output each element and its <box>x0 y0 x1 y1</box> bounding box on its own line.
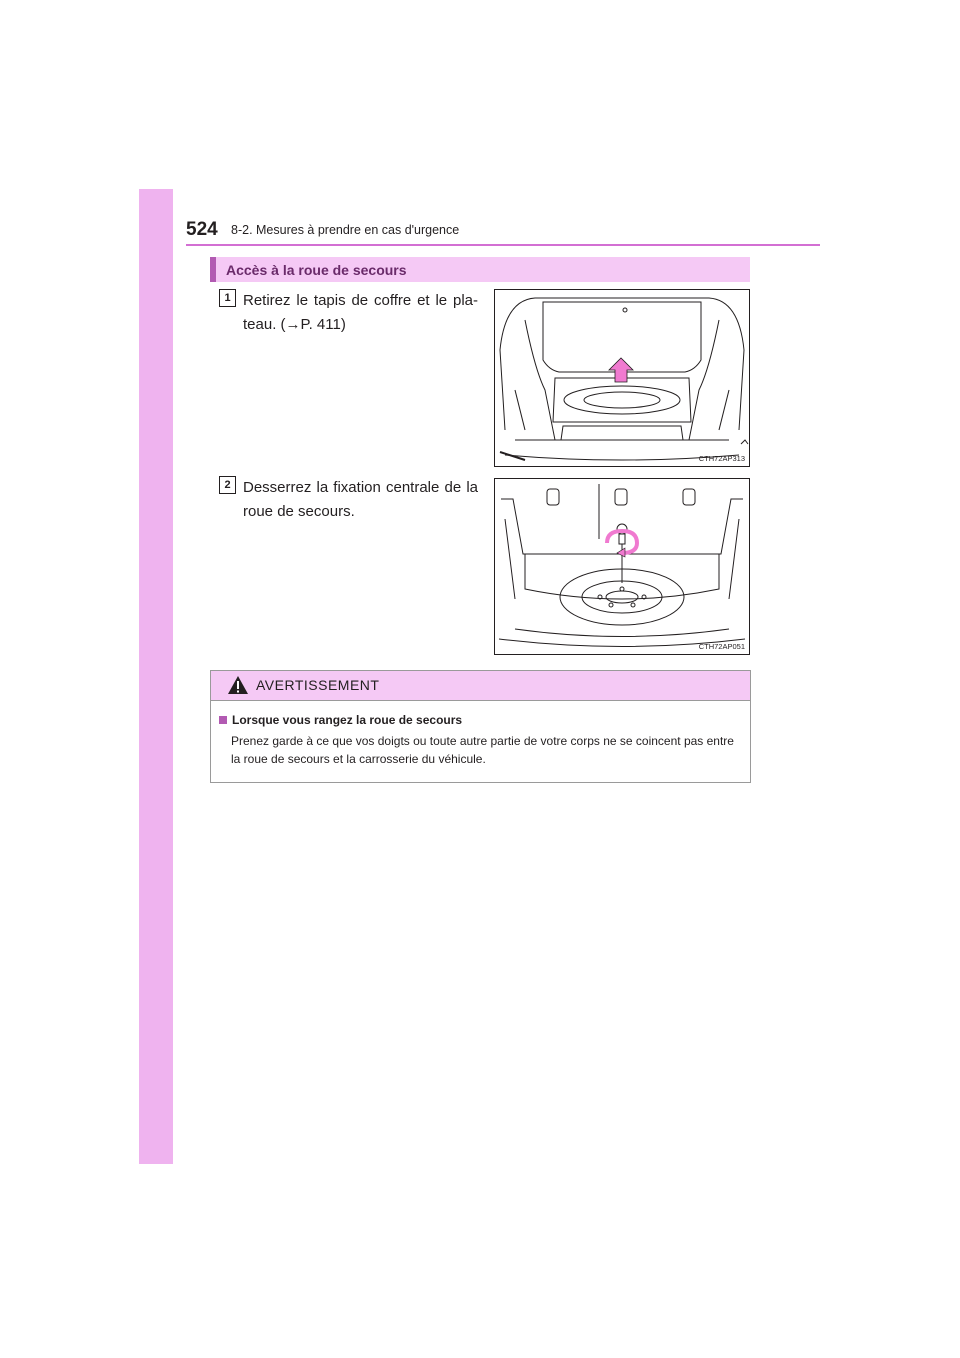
warning-header <box>211 671 750 701</box>
figure-trunk-floor <box>494 289 750 467</box>
section-header <box>210 257 750 282</box>
step-text-1: Retirez le tapis de coffre et le pla-teau. (→P. 411) <box>243 292 478 333</box>
figure-code-1: CTH72AP313 <box>698 454 745 463</box>
page-number: 524 <box>186 219 218 240</box>
spare-wheel-illustration <box>495 479 749 654</box>
step-text-2: Desserrez la fixation centrale de la roue de secours. <box>243 479 478 520</box>
bullet-square-icon <box>219 716 227 724</box>
warning-body: Prenez garde à ce que vos doigts ou toute autre partie de votre corps ne se coincent pas entre la roue de secours et la carrosserie du véhicule. <box>231 734 734 766</box>
warning-box <box>210 670 751 783</box>
warning-subtitle-row <box>219 713 462 727</box>
figure-code-2: CTH72AP051 <box>698 642 745 651</box>
step-number-2: 2 <box>219 476 236 494</box>
warning-triangle-icon <box>227 675 249 695</box>
center-bolt <box>617 524 627 544</box>
figure-spare-wheel <box>494 478 750 655</box>
section-title: Accès à la roue de secours <box>226 262 407 278</box>
step-number-1: 1 <box>219 289 236 307</box>
chapter-title: 8-2. Mesures à prendre en cas d'urgence <box>231 223 460 237</box>
header-rule <box>186 244 820 246</box>
section-accent <box>210 257 216 282</box>
warning-subtitle: Lorsque vous rangez la roue de secours <box>232 713 463 727</box>
warning-label: AVERTISSEMENT <box>256 677 380 693</box>
page-sidebar-tab <box>139 189 173 1164</box>
trunk-illustration <box>495 290 749 466</box>
